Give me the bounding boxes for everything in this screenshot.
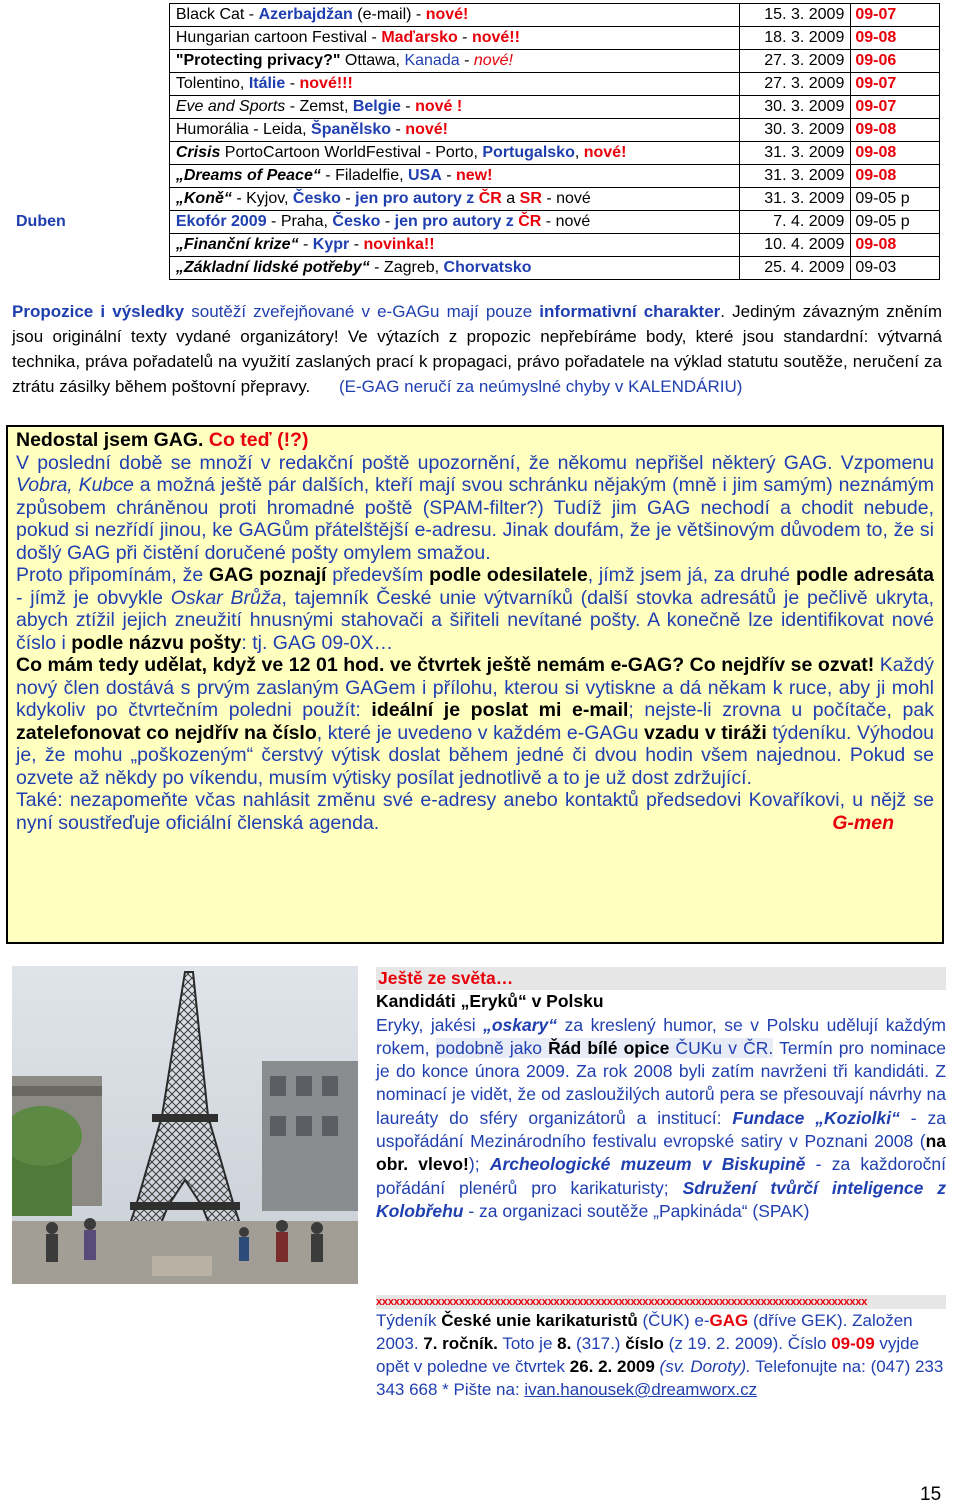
issue-code-cell: 09-07: [851, 96, 940, 119]
event-text: - nové: [541, 213, 591, 230]
event-text: nové!: [583, 144, 627, 161]
article-body: [376, 1014, 946, 1224]
event-text: - nové: [541, 190, 591, 207]
event-text: jen pro autory z: [394, 213, 519, 230]
event-cell: [169, 165, 739, 188]
article-muzeum: Archeologické muzeum v Biskupině: [489, 1154, 806, 1175]
separator-line: xxxxxxxxxxxxxxxxxxxxxxxxxxxxxxxxxxxxxxxxxxxxxxxxxxxxxxxxxxxxxxxxxxxxxxxxxxxxxxxxxxx: [376, 1295, 946, 1309]
event-cell: [169, 4, 739, 27]
deadline-cell: 27. 3. 2009: [740, 50, 851, 73]
event-text: Eve and Sports: [175, 98, 286, 115]
event-text: -: [441, 167, 456, 184]
event-text: „Základní lidské potřeby“: [175, 259, 370, 276]
event-text: - Kyjov,: [231, 190, 293, 207]
calendar-row: [12, 188, 940, 211]
calendar-row: [12, 234, 940, 257]
month-cell: [12, 142, 169, 165]
issue-code-cell: 09-05 p: [851, 188, 940, 211]
imprint-next-date: 26. 2. 2009: [569, 1357, 655, 1376]
notice-box: [6, 425, 944, 944]
deadline-cell: 30. 3. 2009: [740, 96, 851, 119]
imprint-section: [376, 1295, 946, 1401]
imprint-saint: (sv. Doroty).: [654, 1357, 751, 1376]
notice-p3-a: Co mám tedy udělat, když ve 12 01 hod. ve čtvrtek ještě nemám e-GAG? Co nejdřív se ozvat!: [16, 654, 875, 676]
notice-p3-b: Každý nový člen dostává s prvým zaslaným GAGem i přílohu, kterou si vytiskne a dá někam k ruce, aby ji mohl kdykoliv po čtvrtečním poledni použít:: [16, 654, 934, 721]
event-text: - Zemst,: [285, 98, 353, 115]
event-text: -: [380, 213, 395, 230]
event-text: nové!!!: [299, 75, 353, 92]
notice-paragraph-3: [16, 654, 934, 789]
notice-p4: Také: nezapomeňte včas nahlásit změnu své e-adresy anebo kontaktů předsedovi Kovaříkovi, u nějž se nyní soustřeďuje oficiální členská agenda.: [16, 789, 934, 834]
notice-p3-h: týdeníku. Výhodou je, že mohu „poškozeným“ čerstvý výtisk doslat během jedné či dvou hodin všem najednou. Pokud se ozvete až někdy po víkendu, musím výtisky posílat jednotlivě a to je už dost zdržující.: [16, 721, 935, 789]
imprint-7: Toto je: [497, 1334, 558, 1353]
article-award-name: Řád bílé opice: [548, 1037, 670, 1058]
deadline-cell: 31. 3. 2009: [740, 165, 851, 188]
month-cell: [12, 96, 169, 119]
month-cell: [12, 188, 169, 211]
imprint-3: (ČUK) e-: [637, 1311, 710, 1330]
event-text: Kypr: [312, 236, 350, 253]
calendar-row: [12, 50, 940, 73]
event-text: Maďarsko: [381, 29, 458, 46]
event-text: - Praha,: [266, 213, 333, 230]
disclaimer-text-1: soutěží zveřejňované v e-GAGu mají pouze: [184, 302, 540, 321]
event-text: new!: [455, 167, 493, 184]
event-text: - Filadelfie,: [320, 167, 408, 184]
event-text: Itálie: [248, 75, 286, 92]
notice-p3-e: zatelefonovat co nejdřív na číslo: [16, 721, 317, 744]
issue-code-cell: 09-08: [851, 142, 940, 165]
deadline-cell: 31. 3. 2009: [740, 142, 851, 165]
event-text: -: [457, 29, 472, 46]
event-text: -: [285, 75, 300, 92]
notice-p2-g: - jímž je obvykle: [16, 586, 171, 609]
event-text: Kanada: [404, 52, 460, 69]
event-cell: [169, 96, 739, 119]
world-news-section: [376, 967, 946, 1223]
imprint-gag: GAG: [709, 1311, 749, 1330]
competition-calendar: [12, 3, 940, 280]
notice-p3-g: vzadu v tiráži: [644, 721, 767, 744]
issue-code-cell: 09-07: [851, 73, 940, 96]
article-highlight: podobně jako: [435, 1037, 549, 1058]
event-text: Španělsko: [311, 121, 392, 138]
notice-p1-names: Vobra, Kubce: [16, 474, 134, 496]
event-cell: [169, 211, 739, 234]
notice-heading-question: Co teď (!?): [208, 429, 309, 451]
event-text: -: [459, 52, 474, 69]
article-text-7: - za organizaci soutěže „Papkináda“ (SPAK): [463, 1200, 810, 1221]
event-cell: [169, 188, 739, 211]
article-sdruzeni: Sdružení tvůrčí inteligence z Kolobřehu: [376, 1177, 946, 1221]
event-text: Tolentino,: [175, 75, 249, 92]
event-text: Ottawa,: [340, 52, 405, 69]
event-text: „Dreams of Peace“: [175, 167, 321, 184]
calendar-row: [12, 27, 940, 50]
issue-code-cell: 09-08: [851, 234, 940, 257]
notice-p1-text: V poslední době se množí v redakční poště upozornění, že někomu nepřišel některý GAG. Vzpomenu: [16, 451, 934, 474]
article-highlight-2: ČUKu v ČR.: [669, 1037, 774, 1058]
month-cell: Duben: [12, 211, 169, 234]
event-cell: [169, 142, 739, 165]
notice-p2-j: podle názvu pošty: [71, 631, 242, 654]
event-text: Chorvatsko: [443, 259, 532, 276]
issue-code-cell: 09-03: [851, 257, 940, 280]
notice-p2-e: , jímž jsem já, za druhé: [587, 564, 796, 586]
article-text-1: Eryky, jakési: [376, 1014, 484, 1035]
event-text: Humorália - Leida,: [175, 121, 312, 138]
event-cell: [169, 50, 739, 73]
notice-p3-c: ideální je poslat mi e-mail: [371, 699, 629, 721]
imprint-11: (z 19. 2. 2009). Číslo: [663, 1334, 832, 1353]
issue-code-cell: 09-06: [851, 50, 940, 73]
festival-photo-illustration: [12, 966, 358, 1284]
event-cell: [169, 119, 739, 142]
event-text: -: [400, 98, 416, 115]
imprint-issue: 8.: [557, 1334, 572, 1353]
deadline-cell: 18. 3. 2009: [740, 27, 851, 50]
calendar-row: [12, 142, 940, 165]
notice-signature: G-men: [832, 811, 894, 834]
notice-p3-f: , které je uvedeno v každém e-GAGu: [316, 721, 645, 744]
event-text: -: [340, 190, 356, 207]
event-text: SR: [519, 190, 542, 207]
article-fundace: Fundace „Koziolki“: [732, 1107, 900, 1128]
event-cell: [169, 234, 739, 257]
notice-p2-b: GAG poznají: [209, 564, 327, 586]
calendar-row: [12, 4, 940, 27]
event-text: ,: [574, 144, 584, 161]
event-text: „Finanční krize“: [175, 236, 299, 253]
issue-code-cell: 09-08: [851, 27, 940, 50]
article-title: Kandidáti „Eryků“ v Polsku: [376, 991, 604, 1012]
month-cell: [12, 234, 169, 257]
notice-p3-d: ; nejste-li zrovna u počítače, pak: [628, 699, 934, 721]
deadline-cell: 15. 3. 2009: [740, 4, 851, 27]
event-text: a: [501, 190, 520, 207]
notice-p2-a: Proto připomínám, že: [16, 564, 210, 586]
month-cell: [12, 4, 169, 27]
event-text: Azerbajdžan: [258, 6, 353, 23]
calendar-row: [12, 119, 940, 142]
event-text: nové!: [425, 6, 469, 23]
notice-p2-i: , tajemník České unie výtvarníků (další stovka adresátů je pečlivě ukryta, abych ztížil jejich zneužití hnusnými stahovači a šiřiteli nevítané pošty. A konečně lze identifikovat nové číslo i: [16, 586, 934, 654]
issue-code-cell: 09-05 p: [851, 211, 940, 234]
deadline-cell: 27. 3. 2009: [740, 73, 851, 96]
disclaimer-note: (E-GAG neručí za neúmyslné chyby v KALENDÁRIU): [339, 377, 743, 396]
event-text: "Protecting privacy?": [175, 52, 341, 69]
notice-p1-rest: a možná ještě pár dalších, kteří mají svou schránku nějakým (mně i jim samým) neznámým způsobem chráněnou proti hromadné poště (SPAM-filter?) Tudíž jim GAG nechodí a chodit nebude, pokud si nezřídí jinou, ke GAGům přátelštější e-adresu. Jinak doufám, že je většinovým důvodem to, že si došlý GAG při čistění doručené pošty omylem smažou.: [16, 474, 934, 564]
event-cell: [169, 257, 739, 280]
imprint-org: České unie karikaturistů: [441, 1311, 638, 1330]
notice-paragraph-1: [16, 452, 934, 565]
section-heading: Ještě ze světa…: [376, 967, 946, 990]
notice-paragraph-4: [16, 789, 934, 834]
event-cell: [169, 27, 739, 50]
deadline-cell: 30. 3. 2009: [740, 119, 851, 142]
month-cell: [12, 73, 169, 96]
disclaimer-text-2: . Jediným závazným zněním jsou originální texty vydané organizátory! Ve výtazích z propozic nepřebíráme body, které jsou standardní: výtvarná technika, práva pořadatelů na využití zaslaných prací k propagaci, právo pořadatele na výklad statutu soutěže, neručení za ztrátu zásilky během poštovní přepravy.: [12, 302, 942, 396]
imprint-1: Týdeník: [376, 1311, 442, 1330]
imprint-cislo: číslo: [625, 1334, 664, 1353]
event-text: Ekofór 2009: [175, 213, 267, 230]
event-text: nové !: [415, 98, 463, 115]
calendar-row: [12, 96, 940, 119]
disclaimer-paragraph: [12, 299, 942, 399]
event-text: nové!: [405, 121, 448, 138]
month-cell: [12, 119, 169, 142]
article-oskary: „oskary“: [483, 1014, 558, 1035]
deadline-cell: 7. 4. 2009: [740, 211, 851, 234]
email-link[interactable]: ivan.hanousek@dreamworx.cz: [524, 1380, 758, 1399]
disclaimer-lead: Propozice i výsledky: [12, 302, 185, 321]
calendar-row: [12, 165, 940, 188]
imprint-contact: Telefonujte na: (047) 233 343 668 * Pište na:: [376, 1357, 944, 1399]
calendar-row: [12, 211, 940, 234]
event-text: ČR: [478, 190, 502, 207]
notice-p2-h: Oskar Brůža: [170, 586, 282, 609]
event-text: „Koně“: [175, 190, 232, 207]
disclaimer-emphasis: informativní charakter: [539, 302, 721, 321]
article-text-4: - za uspořádání Mezinárodního festivalu evropské satiry v Poznani 2008 (: [376, 1107, 946, 1152]
notice-p2-f: podle adresáta: [795, 564, 935, 586]
imprint-next-issue: 09-09: [831, 1334, 875, 1353]
article-text-6: - za každoroční pořádání plenérů pro karikaturisty;: [376, 1154, 946, 1198]
month-cell: [12, 257, 169, 280]
imprint-5: (dříve GEK). Založen 2003.: [376, 1311, 913, 1353]
event-text: Česko: [292, 190, 341, 207]
notice-p2-k: : tj. GAG 09-0X…: [241, 631, 394, 654]
deadline-cell: 10. 4. 2009: [740, 234, 851, 257]
deadline-cell: 25. 4. 2009: [740, 257, 851, 280]
event-text: - Zagreb,: [369, 259, 444, 276]
article-photo-ref: na obr. vlevo!: [376, 1131, 946, 1175]
eiffel-tower-replica-photo: [12, 966, 358, 1284]
event-text: Česko: [332, 213, 381, 230]
event-text: Belgie: [352, 98, 401, 115]
notice-p2-d: podle odesilatele: [429, 564, 588, 586]
notice-paragraph-2: [16, 564, 934, 654]
imprint-text: [376, 1309, 946, 1401]
event-text: -: [349, 236, 364, 253]
event-text: Hungarian cartoon Festival -: [175, 29, 382, 46]
imprint-13: vyjde opět v poledne ve čtvrtek: [376, 1334, 920, 1376]
event-text: ČR: [518, 213, 542, 230]
event-text: nové!: [473, 52, 513, 69]
calendar-row: [12, 257, 940, 280]
imprint-9: (317.): [571, 1334, 626, 1353]
event-text: PortoCartoon WorldFestival - Porto,: [220, 144, 483, 161]
event-text: USA: [407, 167, 442, 184]
event-text: novinka!!: [363, 236, 435, 253]
article-text-2: za kreslený humor, se v Polsku udělují každým rokem,: [376, 1014, 946, 1058]
issue-code-cell: 09-08: [851, 119, 940, 142]
issue-code-cell: 09-08: [851, 165, 940, 188]
event-text: nové!!: [471, 29, 520, 46]
event-text: Portugalsko: [482, 144, 575, 161]
event-text: (e-mail) -: [352, 6, 426, 23]
event-text: -: [391, 121, 406, 138]
event-text: Crisis: [175, 144, 221, 161]
event-cell: [169, 73, 739, 96]
event-text: -: [298, 236, 313, 253]
notice-heading: Nedostal jsem GAG.: [16, 429, 204, 451]
month-cell: [12, 165, 169, 188]
article-text-3: Termín pro nominace je do konce února 2009. Za rok 2008 byli zatím navrženi tři kandidáti. Z nominací je vidět, že od zasloužilých autorů pera se přesouvají návrhy na laureáty do sféry organizátorů a institucí:: [376, 1037, 946, 1128]
article-text-5: );: [468, 1154, 490, 1175]
issue-code-cell: 09-07: [851, 4, 940, 27]
event-text: jen pro autory z: [355, 190, 479, 207]
month-cell: [12, 27, 169, 50]
event-text: Black Cat -: [175, 6, 259, 23]
imprint-volume: 7. ročník.: [423, 1334, 498, 1353]
deadline-cell: 31. 3. 2009: [740, 188, 851, 211]
month-cell: [12, 50, 169, 73]
page-number: 15: [920, 1484, 942, 1505]
notice-p2-c: především: [326, 564, 430, 586]
calendar-row: [12, 73, 940, 96]
